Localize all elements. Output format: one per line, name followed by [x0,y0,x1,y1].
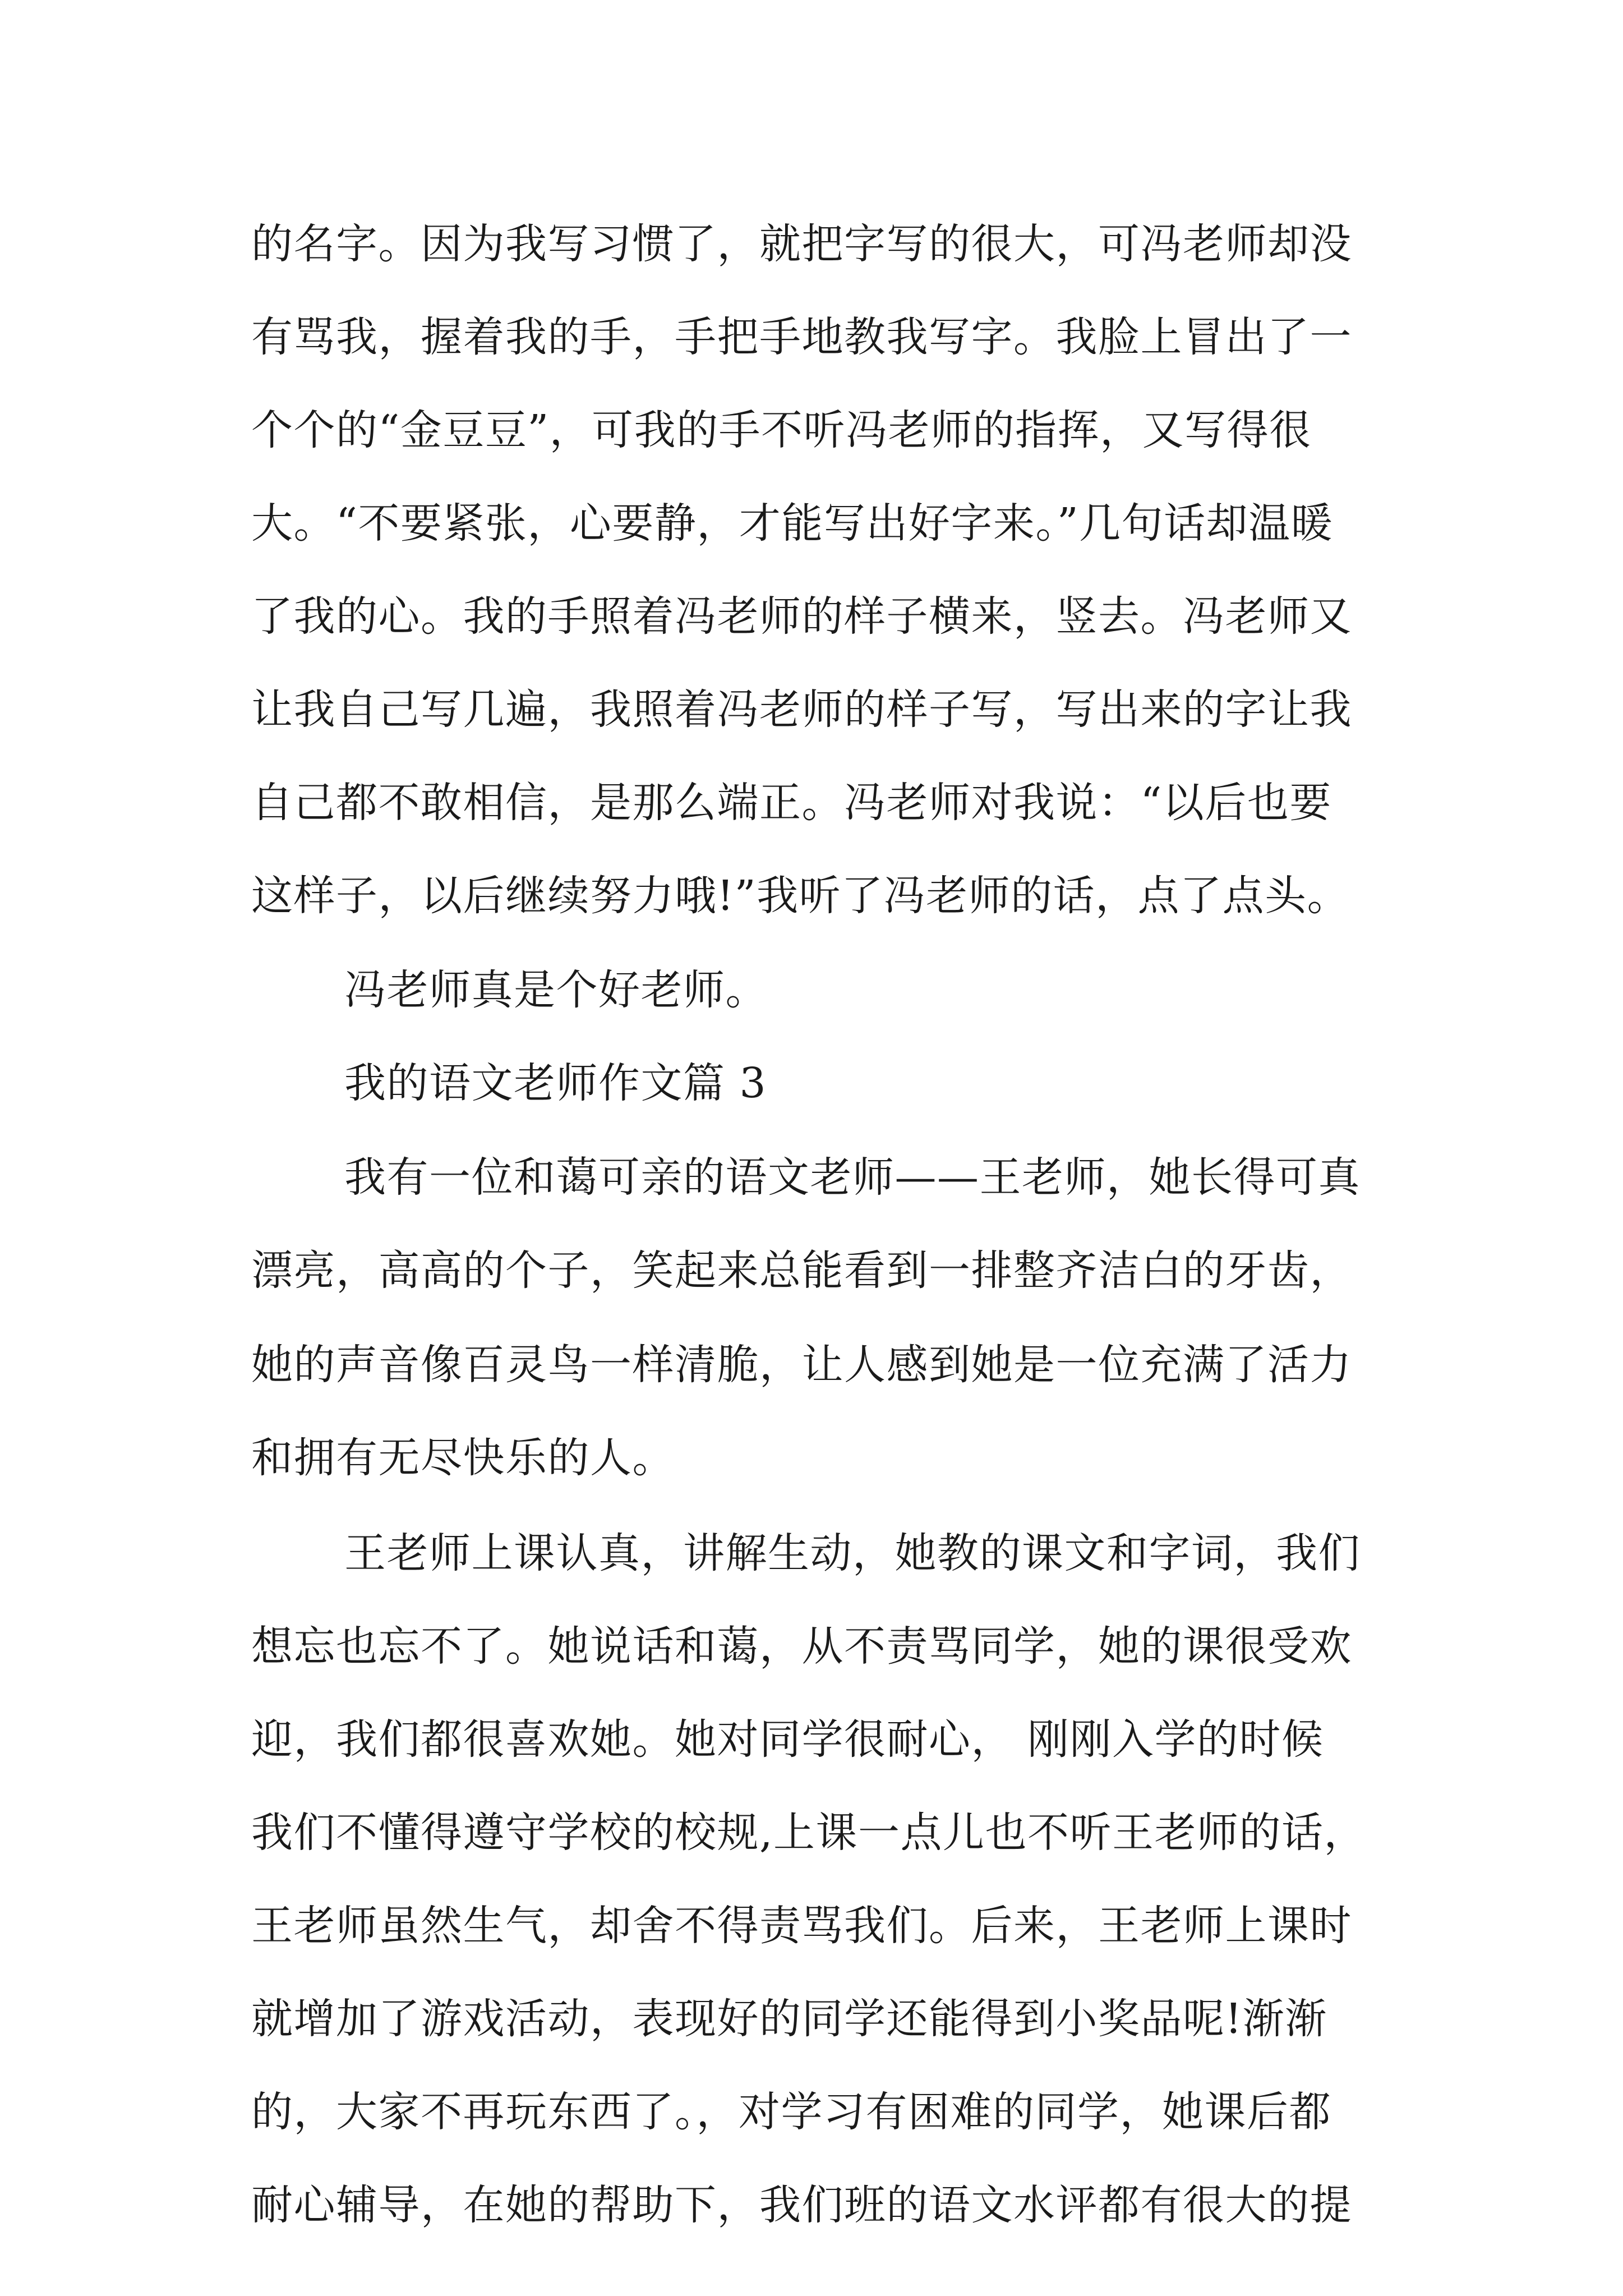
text-line: 王老师上课认真，讲解生动，她教的课文和字词，我们 [344,1529,1361,1577]
text-line: 耐心辅导，在她的帮助下，我们班的语文水评都有很大的提 [251,2181,1352,2229]
text-line: 了我的心。我的手照着冯老师的样子横来，竖去。冯老师又 [251,592,1352,641]
text-line: 我有一位和蔼可亲的语文老师——王老师，她长得可真 [344,1153,1361,1202]
text-line: 冯老师真是个好老师。 [344,966,768,1014]
text-line: 的，大家不再玩东西了。，对学习有困难的同学，她课后都 [251,2088,1331,2136]
text-line: 我们不懂得遵守学校的校规,上课一点儿也不听王老师的话， [251,1809,1367,1857]
text-line: 迎，我们都很喜欢她。她对同学很耐心， 刚刚入学的时候 [251,1715,1324,1764]
text-line: 王老师虽然生气，却舍不得责骂我们。后来，王老师上课时 [251,1902,1352,1950]
text-line: 个个的“金豆豆”，可我的手不听冯老师的指挥，又写得很 [251,406,1312,454]
text-line: 想忘也忘不了。她说话和蔼，从不责骂同学，她的课很受欢 [251,1622,1352,1671]
text-line: 让我自己写几遍，我照着冯老师的样子写，写出来的字让我 [251,685,1352,734]
text-line: 就增加了游戏活动，表现好的同学还能得到小奖品呢!渐渐 [251,1995,1327,2043]
text-line: 这样子，以后继续努力哦!”我听了冯老师的话，点了点头。 [251,872,1350,920]
section-heading: 我的语文老师作文篇 3 [344,1059,767,1107]
text-line: 自己都不敢相信，是那么端正。冯老师对我说：“以后也要 [251,779,1332,827]
text-line: 和拥有无尽快乐的人。 [251,1434,675,1482]
text-line: 她的声音像百灵鸟一样清脆，让人感到她是一位充满了活力 [251,1341,1352,1389]
text-line: 有骂我，握着我的手，手把手地教我写字。我脸上冒出了一 [251,313,1352,361]
text-line: 大。“不要紧张，心要静，才能写出好字来。”几句话却温暖 [251,499,1334,547]
text-line: 的名字。因为我写习惯了，就把字写的很大，可冯老师却没 [251,220,1352,268]
text-line: 漂亮，高高的个子，笑起来总能看到一排整齐洁白的牙齿， [251,1246,1352,1295]
